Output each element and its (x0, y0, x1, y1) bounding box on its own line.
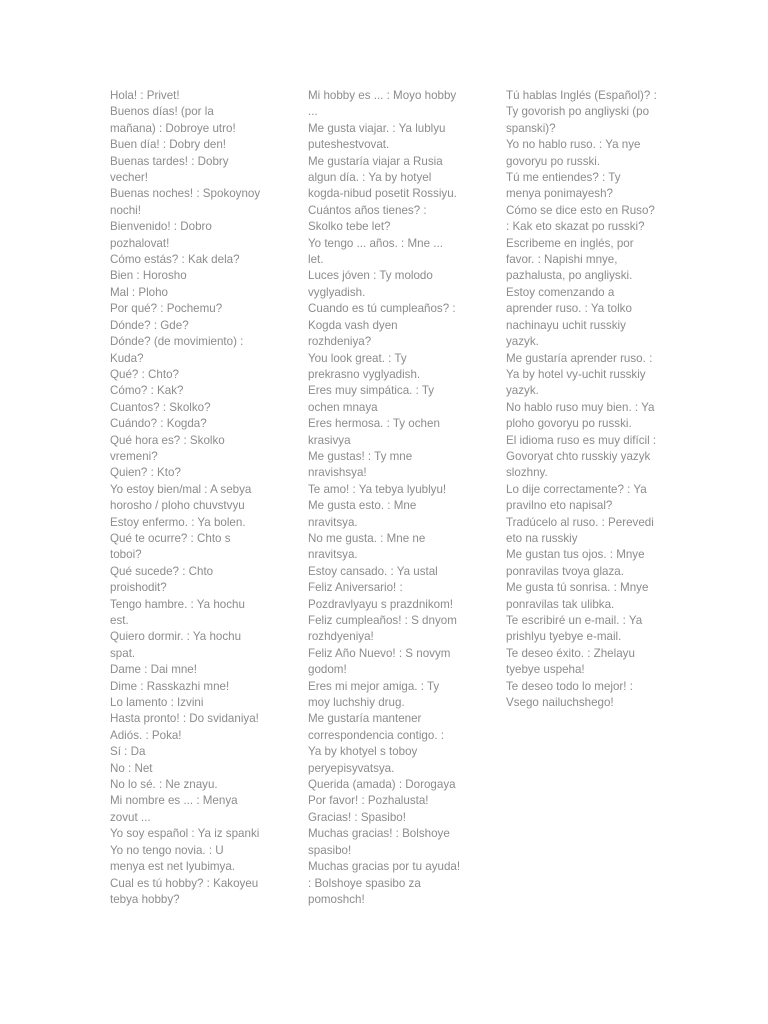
phrase-line: correspondencia contigo. : (308, 728, 444, 742)
phrase-line: ochen mnaya (308, 400, 378, 414)
phrase-line: ... (308, 105, 318, 119)
phrase-line: ponravilas tvoya glaza. (506, 564, 624, 578)
phrase-line: Cuando es tú cumpleaños? : (308, 302, 456, 316)
phrase-line: puteshestvovat. (308, 138, 390, 152)
phrase-line: Govoryat chto russkiy yazyk (506, 449, 651, 463)
phrase-line: spasibo! (308, 843, 352, 857)
phrase-line: No hablo ruso muy bien. : Ya (506, 400, 655, 414)
phrase-line: Yo estoy bien/mal : A sebya (110, 482, 252, 496)
phrase-line: rozhdyeniya! (308, 630, 374, 644)
phrase-line: Ya by hotel vy-uchit russkiy (506, 367, 646, 381)
phrase-line: vyglyadish. (308, 285, 366, 299)
phrase-line: Escribeme en inglés, por (506, 236, 634, 250)
phrase-line: prishlyu tyebye e-mail. (506, 630, 622, 644)
phrase-line: nachinayu uchit russkiy (506, 318, 626, 332)
phrase-line: Estoy comenzando a (506, 285, 615, 299)
phrase-line: Lo lamento : Izvini (110, 696, 204, 710)
phrase-line: yazyk. (506, 384, 539, 398)
phrase-line: govoryu po russki. (506, 154, 601, 168)
phrase-line: Lo dije correctamente? : Ya (506, 482, 647, 496)
phrase-line: Me gusta tú sonrisa. : Mnye (506, 581, 649, 595)
phrase-line: Tú hablas Inglés (Español)? : (506, 89, 657, 102)
phrase-line: Adiós. : Poka! (110, 728, 182, 742)
phrase-line: vecher! (110, 171, 149, 185)
phrase-line: spanski)? (506, 121, 556, 135)
phrase-line: est. (110, 614, 129, 627)
phrase-line: Estoy cansado. : Ya ustal (308, 564, 438, 578)
phrase-line: Tengo hambre. : Ya hochu (110, 597, 245, 611)
phrase-line: Quiero dormir. : Ya hochu (110, 630, 242, 644)
phrase-line: Sí : Da (110, 745, 146, 759)
phrase-line: Yo no tengo novia. : U (110, 843, 224, 857)
phrase-line: Dónde? (de movimiento) : (110, 335, 244, 349)
phrase-line: Tú me entiendes? : Ty (506, 171, 621, 185)
phrase-line: Eres muy simpática. : Ty (308, 384, 435, 398)
phrase-line: Buen día! : Dobry den! (110, 138, 227, 152)
phrase-line: Me gustaría viajar a Rusia (308, 154, 443, 168)
phrase-line: menya ponimayesh? (506, 187, 613, 201)
phrase-line: Eres mi mejor amiga. : Ty (308, 679, 440, 693)
phrase-line: Vsego nailuchshego! (506, 696, 614, 710)
phrase-line: pomoshch! (308, 892, 365, 906)
phrase-line: : Bolshoye spasibo za (308, 876, 421, 890)
phrase-line: Ty govorish po angliyski (po (506, 105, 650, 119)
phrase-line: Buenas noches! : Spokoynoy (110, 187, 261, 201)
phrase-line: You look great. : Ty (308, 351, 407, 365)
phrase-line: Me gustan tus ojos. : Mnye (506, 548, 645, 562)
phrase-column-1 (110, 88, 270, 908)
phrase-line: Kuda? (110, 351, 144, 365)
phrase-line: pazhalusta, po angliyski. (506, 269, 633, 283)
phrase-line: nravishsya! (308, 466, 367, 480)
phrase-line: Yo no hablo ruso. : Ya nye (506, 138, 641, 152)
phrase-line: No : Net (110, 761, 153, 775)
phrase-line: Te deseo éxito. : Zhelayu (506, 646, 635, 660)
phrase-line: Yo soy español : Ya iz spanki (110, 827, 260, 841)
phrase-line: Yo tengo ... años. : Mne ... (308, 236, 443, 250)
phrase-line: Feliz Aniversario! : (308, 581, 403, 595)
phrase-line: Tradúcelo al ruso. : Perevedi (506, 515, 654, 529)
phrase-line: moy luchshiy drug. (308, 696, 405, 710)
phrase-line: Gracias! : Spasibo! (308, 810, 406, 824)
phrase-line: El idioma ruso es muy difícil : (506, 433, 657, 447)
phrase-line: nochi! (110, 203, 141, 217)
phrase-line: Me gustaría aprender ruso. : (506, 351, 653, 365)
phrase-line: Mi nombre es ... : Menya (110, 794, 238, 808)
phrase-line: Me gusta esto. : Mne (308, 499, 417, 513)
phrase-line: slozhny. (506, 466, 548, 480)
phrase-line: proishodit? (110, 581, 167, 595)
phrase-line: Qué? : Chto? (110, 367, 179, 381)
phrase-line: Dame : Dai mne! (110, 663, 197, 677)
phrase-line: Bienvenido! : Dobro (110, 220, 212, 234)
phrase-line: Me gustaría mantener (308, 712, 422, 726)
phrase-line: ponravilas tak ulibka. (506, 597, 615, 611)
phrase-line: No me gusta. : Mne ne (308, 531, 426, 545)
phrase-line: Eres hermosa. : Ty ochen (308, 417, 440, 431)
phrase-line: Qué hora es? : Skolko (110, 433, 225, 447)
phrase-line: Dónde? : Gde? (110, 318, 189, 332)
phrase-line: Cómo estás? : Kak dela? (110, 253, 240, 267)
phrase-line: nravitsya. (308, 548, 358, 562)
phrase-line: menya est net lyubimya. (110, 860, 236, 874)
phrase-line: : Kak eto skazat po russki? (506, 220, 645, 234)
phrase-line: Cuantos? : Skolko? (110, 400, 211, 414)
phrase-line: kogda-nibud posetit Rossiyu. (308, 187, 457, 201)
phrase-line: Feliz Año Nuevo! : S novym (308, 646, 451, 660)
phrase-line: Hola! : Privet! (110, 89, 180, 102)
phrase-line: Cómo se dice esto en Ruso? (506, 203, 655, 217)
phrase-line: godom! (308, 663, 347, 677)
phrase-line: Te deseo todo lo mejor! : (506, 679, 633, 693)
phrase-line: Dime : Rasskazhi mne! (110, 679, 230, 693)
phrase-line: Cuántos años tienes? : (308, 203, 427, 217)
phrase-line: Qué sucede? : Chto (110, 564, 214, 578)
phrase-line: No lo sé. : Ne znayu. (110, 778, 218, 792)
phrase-line: Por qué? : Pochemu? (110, 302, 223, 316)
phrase-line: Cómo? : Kak? (110, 384, 184, 398)
phrase-line: zovut ... (110, 810, 151, 824)
phrase-line: algun día. : Ya by hotyel (308, 171, 432, 185)
phrase-line: Skolko tebe let? (308, 220, 391, 234)
phrase-line: mañana) : Dobroye utro! (110, 121, 236, 135)
phrase-line: Buenos días! (por la (110, 105, 214, 119)
phrase-line: Te escribiré un e-mail. : Ya (506, 614, 643, 627)
phrase-line: yazyk. (506, 335, 539, 349)
phrase-line: horosho / ploho chuvstvyu (110, 499, 245, 513)
phrase-line: let. (308, 253, 324, 267)
phrase-line: Feliz cumpleaños! : S dnyom (308, 614, 457, 627)
phrase-line: Quien? : Kto? (110, 466, 181, 480)
phrase-line: Estoy enfermo. : Ya bolen. (110, 515, 246, 529)
phrase-column-2 (308, 88, 468, 908)
phrase-line: pozhalovat! (110, 236, 170, 250)
phrase-line: Mal : Ploho (110, 285, 168, 299)
phrase-line: Muchas gracias por tu ayuda! (308, 860, 461, 874)
phrase-line: toboi? (110, 548, 142, 562)
phrase-line: nravitsya. (308, 515, 358, 529)
phrase-line: Te amo! : Ya tebya lyublyu! (308, 482, 447, 496)
phrase-line: tyebye uspeha! (506, 663, 585, 677)
phrase-line: Bien : Horosho (110, 269, 187, 283)
phrase-line: Pozdravlyayu s prazdnikom! (308, 597, 453, 611)
phrase-line: Mi hobby es ... : Moyo hobby (308, 89, 457, 102)
phrase-line: vremeni? (110, 449, 158, 463)
phrase-line: Querida (amada) : Dorogaya (308, 778, 456, 792)
phrase-line: peryepisyvatsya. (308, 761, 395, 775)
phrase-line: Cuándo? : Kogda? (110, 417, 207, 431)
phrase-line: Cual es tú hobby? : Kakoyeu (110, 876, 259, 890)
phrase-line: Kogda vash dyen (308, 318, 398, 332)
phrase-line: pravilno eto napisal? (506, 499, 613, 513)
phrase-line: Hasta pronto! : Do svidaniya! (110, 712, 259, 726)
phrase-line: spat. (110, 646, 136, 660)
phrase-line: ploho govoryu po russki. (506, 417, 632, 431)
phrase-line: Muchas gracias! : Bolshoye (308, 827, 450, 841)
phrase-line: eto na russkiy (506, 531, 578, 545)
phrase-line: Me gustas! : Ty mne (308, 449, 413, 463)
phrase-column-3 (506, 88, 664, 711)
phrase-line: Luces jóven : Ty molodo (308, 269, 433, 283)
phrase-line: Por favor! : Pozhalusta! (308, 794, 429, 808)
phrase-line: Qué te ocurre? : Chto s (110, 531, 231, 545)
phrase-line: prekrasno vyglyadish. (308, 367, 421, 381)
phrase-line: favor. : Napishi mnye, (506, 253, 618, 267)
phrase-line: Ya by khotyel s toboy (308, 745, 418, 759)
phrase-line: rozhdeniya? (308, 335, 372, 349)
phrase-line: tebya hobby? (110, 892, 180, 906)
phrase-line: Buenas tardes! : Dobry (110, 154, 229, 168)
phrase-line: Me gusta viajar. : Ya lublyu (308, 121, 446, 135)
phrase-line: krasivya (308, 433, 351, 447)
phrase-line: aprender ruso. : Ya tolko (506, 302, 632, 316)
